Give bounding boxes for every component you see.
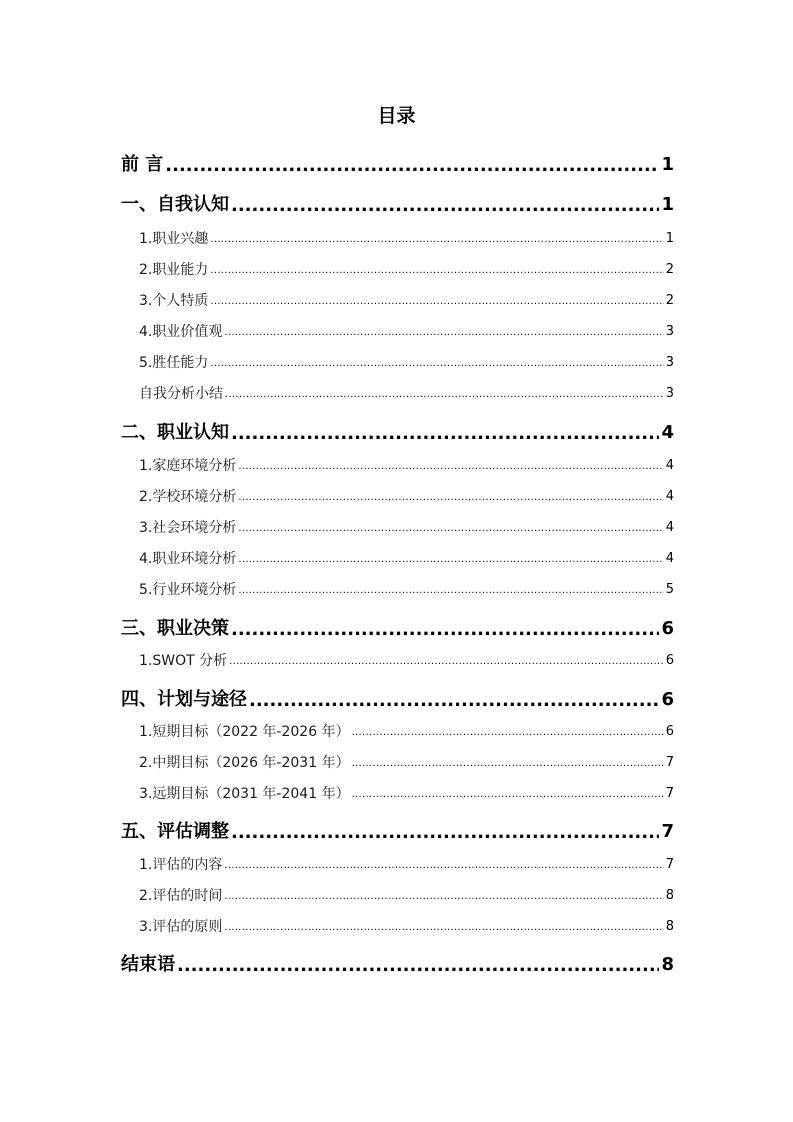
toc-item-label: 2.评估的时间 — [139, 888, 223, 904]
toc-item[interactable] — [139, 353, 674, 373]
toc-item[interactable] — [139, 753, 674, 773]
toc-item[interactable] — [139, 291, 674, 311]
toc-item-label: 4.职业价值观 — [139, 324, 223, 340]
toc-page-number: 8 — [665, 888, 674, 903]
dot-leader — [231, 193, 659, 217]
dot-leader — [210, 291, 663, 311]
toc-item-label: 5.行业环境分析 — [139, 582, 237, 598]
toc-page-number: 4 — [665, 489, 674, 504]
toc-page-number: 1 — [665, 231, 674, 246]
toc-page-number: 6 — [665, 724, 674, 739]
toc-item-label: 1.SWOT 分析 — [139, 653, 228, 669]
toc-item-label: 1.职业兴趣 — [139, 231, 209, 247]
toc-page-number: 4 — [665, 520, 674, 535]
toc-section-label: 一、自我认知 — [121, 194, 229, 215]
toc-item-label: 1.家庭环境分析 — [139, 458, 237, 474]
toc-page-number: 1 — [661, 154, 674, 175]
toc-item-label: 5.胜任能力 — [139, 355, 209, 371]
toc-item-label: 3.评估的原则 — [139, 919, 223, 935]
toc-item-label: 2.学校环境分析 — [139, 489, 237, 505]
toc-page-number: 6 — [661, 689, 674, 710]
toc-item[interactable] — [139, 580, 674, 600]
toc-page-number: 4 — [665, 551, 674, 566]
toc-page-number: 7 — [665, 786, 674, 801]
toc-item[interactable] — [139, 651, 674, 671]
dot-leader — [210, 229, 663, 249]
dot-leader — [177, 953, 659, 977]
dot-leader — [238, 487, 663, 507]
toc-page-number: 7 — [665, 755, 674, 770]
toc-page-number: 4 — [665, 458, 674, 473]
toc-title: 目录 — [377, 105, 416, 127]
dot-leader — [224, 322, 663, 342]
toc-item-label: 4.职业环境分析 — [139, 551, 237, 567]
toc-page-number: 6 — [661, 618, 674, 639]
dot-leader — [238, 549, 663, 569]
toc-section[interactable] — [121, 617, 674, 641]
toc-item[interactable] — [139, 549, 674, 569]
toc-page-number: 8 — [665, 919, 674, 934]
toc-section-label: 三、职业决策 — [121, 618, 229, 639]
dot-leader — [352, 753, 664, 773]
toc-item-label: 3.个人特质 — [139, 293, 209, 309]
dot-leader — [231, 421, 659, 445]
toc-section[interactable] — [121, 421, 674, 445]
toc-section[interactable] — [121, 153, 674, 177]
toc-section[interactable] — [121, 688, 674, 712]
toc-item-label: 自我分析小结 — [139, 386, 223, 402]
dot-leader — [352, 722, 664, 742]
dot-leader — [165, 153, 659, 177]
toc-item[interactable] — [139, 784, 674, 804]
toc-item[interactable] — [139, 456, 674, 476]
toc-item-label: 3.远期目标（2031 年-2041 年） — [139, 786, 350, 802]
toc-item[interactable] — [139, 855, 674, 875]
toc-item[interactable] — [139, 229, 674, 249]
dot-leader — [249, 688, 659, 712]
dot-leader — [231, 820, 659, 844]
toc-page-number: 6 — [665, 653, 674, 668]
toc-section[interactable] — [121, 820, 674, 844]
dot-leader — [352, 784, 664, 804]
toc-section-label: 四、计划与途径 — [121, 689, 247, 710]
dot-leader — [231, 617, 659, 641]
dot-leader — [224, 886, 663, 906]
toc-item-label: 2.职业能力 — [139, 262, 209, 278]
toc-section-label: 二、职业认知 — [121, 422, 229, 443]
toc-item-label: 3.社会环境分析 — [139, 520, 237, 536]
toc-section[interactable] — [121, 193, 674, 217]
dot-leader — [224, 917, 663, 937]
toc-section[interactable] — [121, 953, 674, 977]
toc-section-label: 五、评估调整 — [121, 821, 229, 842]
toc-item[interactable] — [139, 384, 674, 404]
toc-item[interactable] — [139, 260, 674, 280]
toc-page-number: 3 — [665, 324, 674, 339]
toc-page-number: 2 — [665, 293, 674, 308]
toc-page-number: 1 — [661, 194, 674, 215]
dot-leader — [238, 456, 663, 476]
dot-leader — [210, 353, 663, 373]
toc-item[interactable] — [139, 722, 674, 742]
toc-page-number: 3 — [665, 386, 674, 401]
dot-leader — [225, 384, 664, 404]
dot-leader — [229, 651, 664, 671]
toc-item[interactable] — [139, 322, 674, 342]
toc-page-number: 4 — [661, 422, 674, 443]
toc-section-label: 前 言 — [121, 154, 164, 175]
toc-page-number: 2 — [665, 262, 674, 277]
toc-section-label: 结束语 — [121, 954, 175, 975]
toc-item[interactable] — [139, 917, 674, 937]
toc-item[interactable] — [139, 487, 674, 507]
toc-page-number: 7 — [665, 857, 674, 872]
toc-item[interactable] — [139, 886, 674, 906]
toc-item-label: 2.中期目标（2026 年-2031 年） — [139, 755, 350, 771]
toc-page-number: 3 — [665, 355, 674, 370]
dot-leader — [224, 855, 663, 875]
dot-leader — [238, 580, 663, 600]
toc-item-label: 1.短期目标（2022 年-2026 年） — [139, 724, 350, 740]
toc-page-number: 5 — [665, 582, 674, 597]
dot-leader — [210, 260, 663, 280]
toc-item[interactable] — [139, 518, 674, 538]
toc-item-label: 1.评估的内容 — [139, 857, 223, 873]
toc-page-number: 7 — [661, 821, 674, 842]
toc-page-number: 8 — [661, 954, 674, 975]
dot-leader — [238, 518, 663, 538]
